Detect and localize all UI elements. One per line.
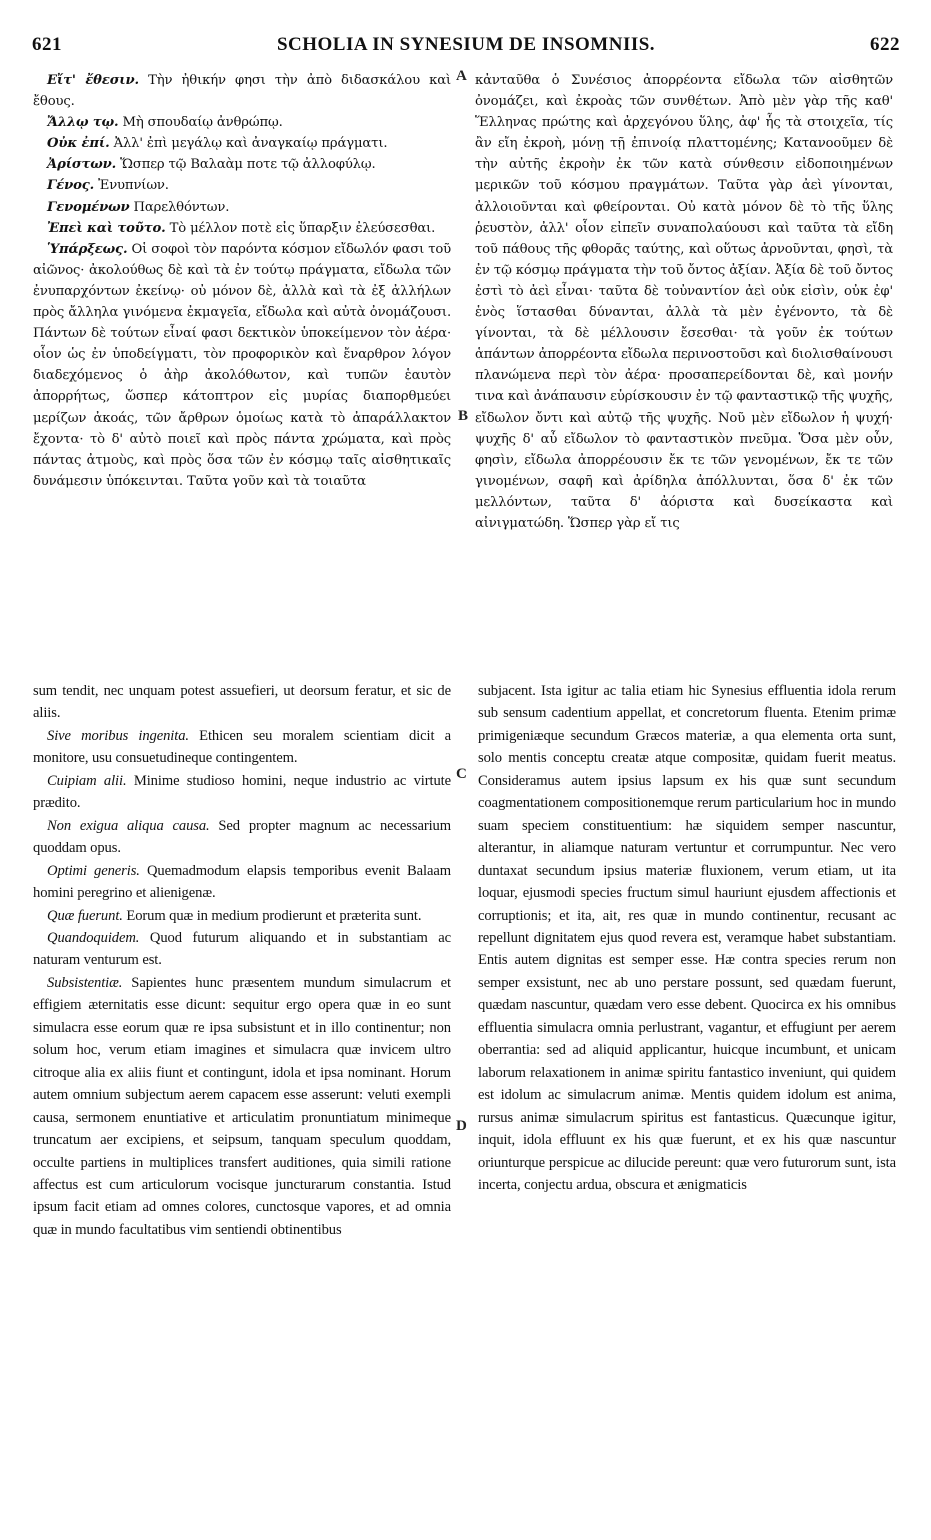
translation-text: Minime studioso homini, neque industrio ac virtute prædito. <box>33 772 451 812</box>
scholion-text: Τὸ μέλλον ποτὲ εἰς ὕπαρξιν ἐλεύσεσθαι. <box>165 220 436 236</box>
scholion-entry <box>33 154 451 175</box>
running-title: SCHOLIA IN SYNESIUM DE INSOMNIIS. <box>276 34 656 55</box>
translation-continuation: subjacent. Ista igitur ac talia etiam hic Synesius effluentia idola rerum sub sensum cadentium appellat, et concretorum fluenta. Etenim primæ primigeniæque secundum Græcos materiæ, a qua elementa orta sunt, solo mentis conceptu creatæ atque compositæ, quidam fuerit meatus. Consideramus autem ipsius lapsum ex his quæ sunt secundum coagmentationem compositionemque rerum particularium hoc in mundo suam speciem constituentium: hæ siquidem semper nascuntur, alterantur, in aliamque naturam vertuntur et corrumpuntur. Nec vero duntaxat secundum ipsius materiæ fluxionem, verum etiam, ut ita loquar, ejusmodi species fructum simul hauriunt ejusdem affectionis et corruptionis; et ita, ait, res quæ in mundo continentur, recusant ac repellunt dignitatem ejus quod revera est, veramque habet substantiam. Entis autem dignitas est semper esse. Hæ contra species rerum non semper exsistunt, nec ab uno perstare possunt, sed quædam fuerunt, quædam nascuntur, quædam vero esse debent. Quocirca ex his omnibus effluentia simulacra omnia perlustrant, vagantur, et effugiunt per aerem oberrantia: sed ad aliquid applicantur, huicque incumbunt, et unicam laborum relaxationem in animæ spiritu fantastico inveniunt, qui quidem est idolum ac simulacrum animæ. Mentis quidem idolum est anima, rursus animæ simulacrum spiritus est fantasticus. Quæcunque igitur, inquit, idola effluunt ex his quæ fuerunt, et ex his quæ nascuntur oriunturque perspicue ac dilucide pereunt: quæ vero futurorum sunt, ista incerta, conjectu ardua, obscura et ænigmaticis <box>478 683 896 1193</box>
translation-lemma: Quæ fuerunt. <box>47 907 123 924</box>
translation-entry <box>33 770 451 815</box>
scholion-entry <box>33 70 451 112</box>
translation-text: Quemadmodum elapsis temporibus evenit Balaam homini peregrino et alienigenæ. <box>33 862 451 902</box>
translation-entry <box>33 725 451 770</box>
translation-text: Ethicen seu moralem scientiam dicit a monitore, usu consuetudineque contingentem. <box>33 727 451 767</box>
latin-column-left <box>33 680 451 1520</box>
scholion-text: Παρελθόντων. <box>129 199 230 215</box>
scholion-entry <box>33 175 451 196</box>
translation-lemma: Subsistentiæ. <box>47 974 123 991</box>
scholion-entry <box>33 112 451 133</box>
latin-column-right <box>478 680 896 1520</box>
scholion-lemma: Γενομένων <box>47 199 130 215</box>
scholion-text: Μὴ σπουδαίῳ ἀνθρώπῳ. <box>118 115 283 131</box>
translation-lemma: Sive moribus ingenita. <box>47 727 189 744</box>
scholion-continuation: κἀνταῦθα ὁ Συνέσιος ἀπορρέοντα εἴδωλα τῶν αἰσθητῶν ὀνομάζει, καὶ ἐκροὰς τῶν συνθέτων. Ἀπὸ μὲν γὰρ τῆς καθ' Ἕλληνας πρώτης καὶ ἀρχεγόνου ὕλης, ἀφ' ἧς τὰ στοιχεῖα, τίς ἂν εἴη ἐκροὴ, μόνῃ τῇ ἐπινοίᾳ πλαττομένης; Κατανοοῦμεν δὲ τὴν αὐτῆς ἐκροὴν ἐκ τῶν κατὰ σύνθεσιν εἰδοποιημένων μερικῶν τοῦ κόσμου πραγμάτων. Ταῦτα γὰρ ἀεὶ γίνονται, ἀλλοιοῦνται καὶ φθείρονται. Οὐ κατὰ μόνον δὲ τὸ τῆς ὕλης ῥευστὸν, ἀλλ' οἷον εἰπεῖν συναπολαύουσι καὶ ταῦτα τὰ εἴδη τοῦ πάθους τῆς φθορᾶς ταύτης, καὶ οὕτως ἀρνοῦνται, φησὶ, τὰ ἐν τῷ κόσμῳ πράγματα τὴν τοῦ ὄντος ἀξίαν. Ἀξία δὲ τοῦ ὄντος ἐστὶ τὸ ἀεὶ εἶναι· ταῦτα δὲ τοὐναντίον ἀεὶ οὐκ εἰσὶν, οὐκ ἐφ' ἑνὸς ἵστασθαι δύνανται, ἀλλὰ τὰ μὲν ἐγένοντο, τὰ δὲ γίνονται, τὰ δὲ μέλλουσιν ἔσεσθαι· τὰ γοῦν ἐκ τούτων ἁπάντων ἀπορρέοντα εἴδωλα περινοστοῦσι καὶ διολισθαίνουσι πλανώμενα περὶ τὸν ἀέρα· προσαπερείδονται δὲ, καὶ μονήν τινα καὶ ἀνάπαυσιν εὑρίσκουσιν ἐν τῷ φανταστικῷ τῆς ψυχῆς, εἴδωλον ὄντι καὶ αὐτῷ τῆς ψυχῆς. Νοῦ μὲν εἴδωλον ἡ ψυχή· ψυχῆς δ' αὖ εἴδωλον τὸ φανταστικὸν πνεῦμα. Ὅσα μὲν οὖν, φησὶν, εἴδωλα ἀπορρέουσιν ἔκ τε τῶν γενομένων, ἔκ τε τῶν γινομένων, σαφῆ καὶ ἀρίδηλα ἀπόλλυνται, ὅσα δ' ἐκ τῶν μελλόντων, ταῦτα δ' ἀόριστα καὶ δυσείκαστα καὶ αἰνιγματώδη. Ὥσπερ γὰρ εἴ τις <box>475 73 893 531</box>
translation-entry <box>33 905 451 927</box>
section-marker-b: B <box>458 408 469 424</box>
greek-column-left <box>33 70 451 670</box>
translation-lemma: Non exigua aliqua causa. <box>47 817 210 834</box>
scholion-text: Ὥσπερ τῷ Βαλαὰμ ποτε τῷ ἀλλοφύλῳ. <box>116 157 376 173</box>
translation-lemma: Cuipiam alii. <box>47 772 127 789</box>
page-number-right: 622 <box>870 34 900 55</box>
translation-text: Sapientes hunc præsentem mundum simulacrum et effigiem æternitatis esse dicunt: sequitur ergo opera quæ in eo sunt simulacra esse eorum quæ re ipsa subsistunt et in illo continentur; non solum hoc, verum etiam imagines et simulacra quæ invicem ultro citroque alia ex aliis fiunt et contingunt, idola et ipsa nominant. Horum autem omnium subjectum aerem capacem esse asserunt: veluti exempli causa, sermonem enuntiative et articulatim pronuntiatum minimeque truncatum aer excipiens, et seipsum, tanquam speculum quoddam, occulte partiens in multiplices transfert auditiones, quia simili ratione affectus est cum articulorum vocisque juncturarum constantia. Istud ipsum facit etiam ad omnes colores, cunctosque vapores, et ad omnia quæ in mundo facultatibus vim sentiendi obtinentibus <box>33 974 451 1238</box>
translation-text: Quod futurum aliquando et in substantiam ac naturam venturum est. <box>33 929 451 969</box>
scholion-lemma: Εἴτ' ἔθεσιν. <box>47 73 139 88</box>
scholion-lemma: Ὑπάρξεως. <box>47 241 128 257</box>
translation-text: Sed propter magnum ac necessarium quoddam opus. <box>33 817 451 857</box>
section-marker-c: C <box>456 766 467 782</box>
translation-entry <box>33 972 451 1241</box>
translation-lemma: Quandoquidem. <box>47 929 140 946</box>
scholion-text: Τὴν ἠθικήν φησι τὴν ἀπὸ διδασκάλου καὶ ἔθους. <box>33 73 451 110</box>
scholion-text: Ἐνυπνίων. <box>94 178 169 194</box>
page-number-left: 621 <box>32 34 62 55</box>
translation-continuation: sum tendit, nec unquam potest assuefieri, ut deorsum feratur, et sic de aliis. <box>33 683 451 722</box>
scholion-lemma: Ἀρίστων. <box>47 157 117 173</box>
scholion-entry <box>33 218 451 239</box>
translation-text: Eorum quæ in medium prodierunt et præterita sunt. <box>122 907 422 924</box>
scholion-entry <box>33 197 451 218</box>
scholion-text: Οἱ σοφοὶ τὸν παρόντα κόσμον εἴδωλόν φασι τοῦ αἰῶνος· ἀκολούθως δὲ καὶ τὰ ἐν τούτῳ πράγματα, εἴδωλα τῶν ἐνυπαρχόντων ἐκείνῳ· οὐ μόνον δὲ, ἀλλὰ καὶ τὰ ἐξ ἀλλήλων πρὸς ἄλληλα γινόμενα ἐκμαγεῖα, εἴδωλα καὶ αὐτὰ ὀνομάζουσι. Πάντων δὲ τούτων εἶναί φασι δεκτικὸν ὑποκείμενον τὸν ἀέρα· οἷον ὡς ἐν ὑποδείγματι, τὸν προφορικὸν καὶ ἔναρθρον λόγον διαδεχόμενος ὁ ἀὴρ ἀκολόθωτον, καὶ τυπῶν ἑαυτὸν ἀπορρήτως, ὥσπερ κάτοπτρον εἰς μυρίας διαπορθμεύει μερίζων ἀκοάς, τῶν ἄρθρων ὁμοίως κατὰ τὸ ἀπαράλλακτον ἔχοντα· τὸ δ' αὐτὸ ποιεῖ καὶ πρὸς πάντα χρώματα, καὶ πρὸς πάντας ἀτμοὺς, καὶ πρὸς ὅσα τῶν ἐν κόσμῳ ταῖς αἰσθητικαῖς δυνάμεσιν ὑπόκεινται. Ταῦτα γοῦν καὶ τὰ τοιαῦτα <box>33 241 451 489</box>
scholion-lemma: Οὐκ ἐπί. <box>47 136 110 152</box>
translation-entry <box>33 927 451 972</box>
scholion-entry <box>33 133 451 154</box>
running-header <box>32 34 900 60</box>
translation-entry <box>33 860 451 905</box>
scholion-entry <box>33 239 451 492</box>
scholion-lemma: Ἄλλῳ τῳ. <box>47 115 119 131</box>
scholion-lemma: Ἐπεὶ καὶ τοῦτο. <box>47 220 166 236</box>
section-marker-d: D <box>456 1118 467 1134</box>
scholion-text: Ἀλλ' ἐπὶ μεγάλῳ καὶ ἀναγκαίῳ πράγματι. <box>109 136 388 152</box>
scholion-lemma: Γένος. <box>47 178 95 194</box>
translation-entry <box>33 815 451 860</box>
section-marker-a: A <box>456 68 467 84</box>
greek-column-right <box>475 70 893 670</box>
translation-lemma: Optimi generis. <box>47 862 140 879</box>
